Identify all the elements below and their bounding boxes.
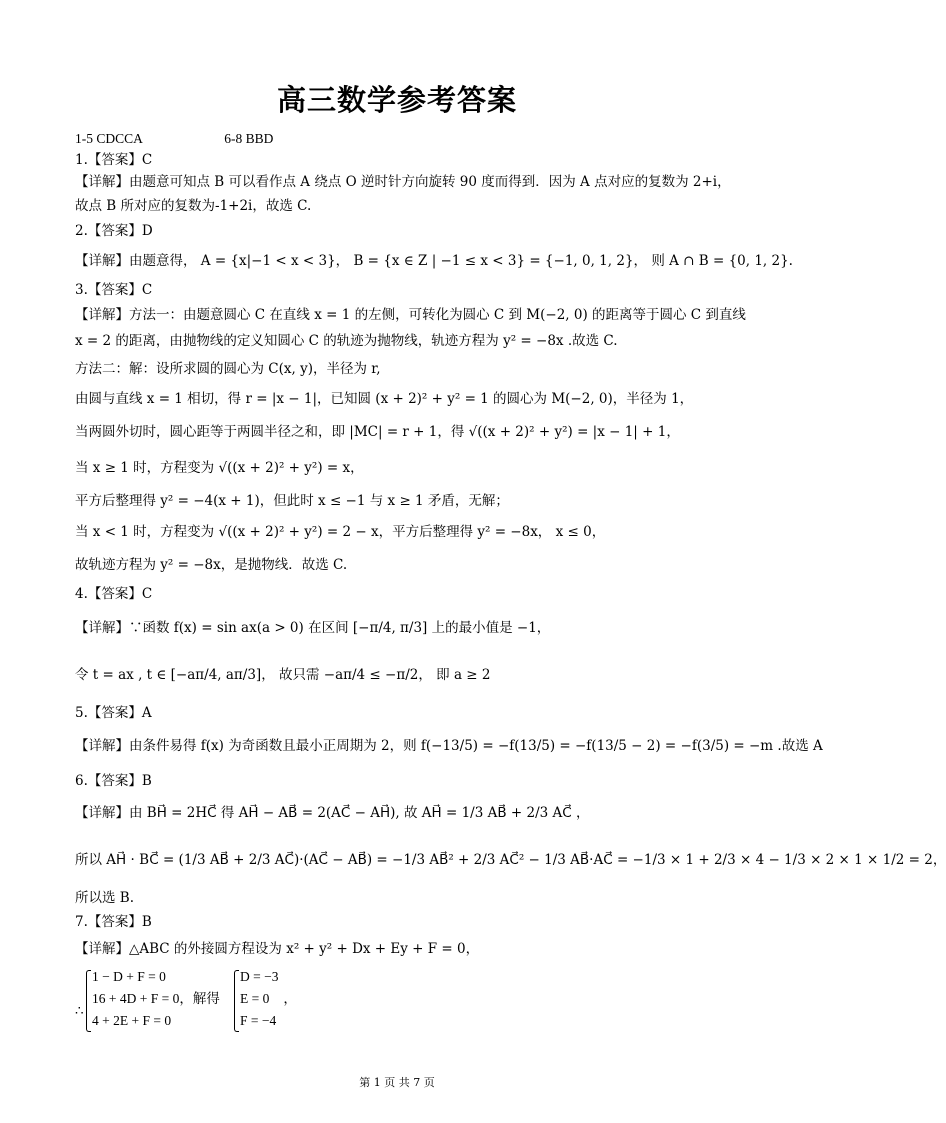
solution-line-q5-d1: 【详解】由条件易得 f(x) 为奇函数且最小正周期为 2，则 f(−13/5) = −f(13/5) = −f(13/5 − 2) = −f(3/5) = −m .故选 A	[75, 738, 823, 754]
solution-line-q3-d7: 平方后整理得 y² = −4(x + 1)，但此时 x ≤ −1 与 x ≥ 1 矛盾，无解；	[75, 493, 509, 509]
solution-line-q3-d6: 当 x ≥ 1 时，方程变为 √((x + 2)² + y²) = x，	[75, 460, 364, 476]
answer-summary	[75, 131, 273, 147]
solution-line-q3-d8: 当 x < 1 时，方程变为 √((x + 2)² + y²) = 2 − x，平方后整理得 y² = −8x， x ≤ 0，	[75, 524, 606, 540]
solution-line-q1-d2: 故点 B 所对应的复数为-1+2i，故选 C.	[75, 198, 312, 214]
answers-1-5: 1-5 CDCCA	[75, 131, 143, 146]
solution-line-q6-d3: 所以选 B.	[75, 890, 135, 906]
solution-line-q6-d2: 所以 AH⃗ · BC⃗ = (1/3 AB⃗ + 2/3 AC⃗)·(AC⃗ − AB⃗) = −1/3 AB⃗² + 2/3 AC⃗² − 1/3 AB⃗·AC⃗ = −1/3 × 1 + 2/3 × 4 − 1/3 × 2 × 1 × 1/2 = 2，	[75, 852, 946, 868]
solution-line-q7-d1: 【详解】△ABC 的外接圆方程设为 x² + y² + Dx + Ey + F = 0，	[75, 941, 480, 957]
equation-line: 1 − D + F = 0	[92, 969, 166, 984]
equation-line: 16 + 4D + F = 0，解得	[92, 991, 220, 1006]
equation-line: 4 + 2E + F = 0	[92, 1013, 172, 1028]
answers-6-8: 6-8 BBD	[224, 131, 274, 146]
solution-line-q3-d2: x = 2 的距离，由抛物线的定义知圆心 C 的轨迹为抛物线，轨迹方程为 y² = −8x .故选 C.	[75, 333, 618, 349]
solution-line-q3-d4: 由圆与直线 x = 1 相切，得 r = |x − 1|，已知圆 (x + 2)² + y² = 1 的圆心为 M(−2, 0)，半径为 1，	[75, 391, 694, 407]
solution-line-q1-d1: 【详解】由题意可知点 B 可以看作点 A 绕点 O 逆时针方向旋转 90 度而得到．因为 A 点对应的复数为 2+i，	[75, 174, 731, 190]
therefore-symbol: ∴	[75, 1003, 84, 1018]
page-footer: 第 1 页 共 7 页	[359, 1076, 435, 1089]
solution-line-q1-ans: 1.【答案】C	[75, 152, 153, 168]
solution-line: E = 0 ，	[240, 991, 297, 1006]
solution-line-q3-d1: 【详解】方法一：由题意圆心 C 在直线 x = 1 的左侧，可转化为圆心 C 到 M(−2, 0) 的距离等于圆心 C 到直线	[75, 307, 746, 323]
solution-line-q5-ans: 5.【答案】A	[75, 705, 152, 721]
solution-line-q6-d1: 【详解】由 BH⃗ = 2HC⃗ 得 AH⃗ − AB⃗ = 2(AC⃗ − AH⃗), 故 AH⃗ = 1/3 AB⃗ + 2/3 AC⃗ ，	[75, 805, 590, 821]
solution-line-q3-d5: 当两圆外切时，圆心距等于两圆半径之和，即 |MC| = r + 1，得 √((x + 2)² + y²) = |x − 1| + 1，	[75, 424, 680, 440]
solution-line-q2-ans: 2.【答案】D	[75, 223, 153, 239]
equation-group-left	[92, 966, 220, 1032]
solution-line-q7-ans: 7.【答案】B	[75, 914, 152, 930]
solution-line-q4-d1: 【详解】∵函数 f(x) = sin ax(a > 0) 在区间 [−π/4, π/3] 上的最小值是 −1，	[75, 620, 551, 636]
solution-line: D = −3	[240, 969, 279, 984]
solution-line-q3-d9: 故轨迹方程为 y² = −8x，是抛物线．故选 C.	[75, 557, 348, 573]
page-title: 高三数学参考答案	[276, 83, 517, 117]
solution-line-q2-d1: 【详解】由题意得， A = {x|−1 < x < 3}， B = {x ∈ Z | −1 ≤ x < 3} = {−1, 0, 1, 2}， 则 A ∩ B = {0, 1, 2}.	[75, 253, 793, 269]
solution-line-q4-d2: 令 t = ax , t ∈ [−aπ/4, aπ/3]， 故只需 −aπ/4 ≤ −π/2， 即 a ≥ 2	[75, 667, 491, 683]
solution-line-q6-ans: 6.【答案】B	[75, 773, 152, 789]
solution-line: F = −4	[240, 1013, 277, 1028]
equation-group-right	[240, 966, 297, 1032]
solution-line-q3-d3: 方法二：解：设所求圆的圆心为 C(x, y)，半径为 r,	[75, 361, 381, 377]
solution-line-q3-ans: 3.【答案】C	[75, 282, 153, 298]
solution-line-q4-ans: 4.【答案】C	[75, 586, 153, 602]
